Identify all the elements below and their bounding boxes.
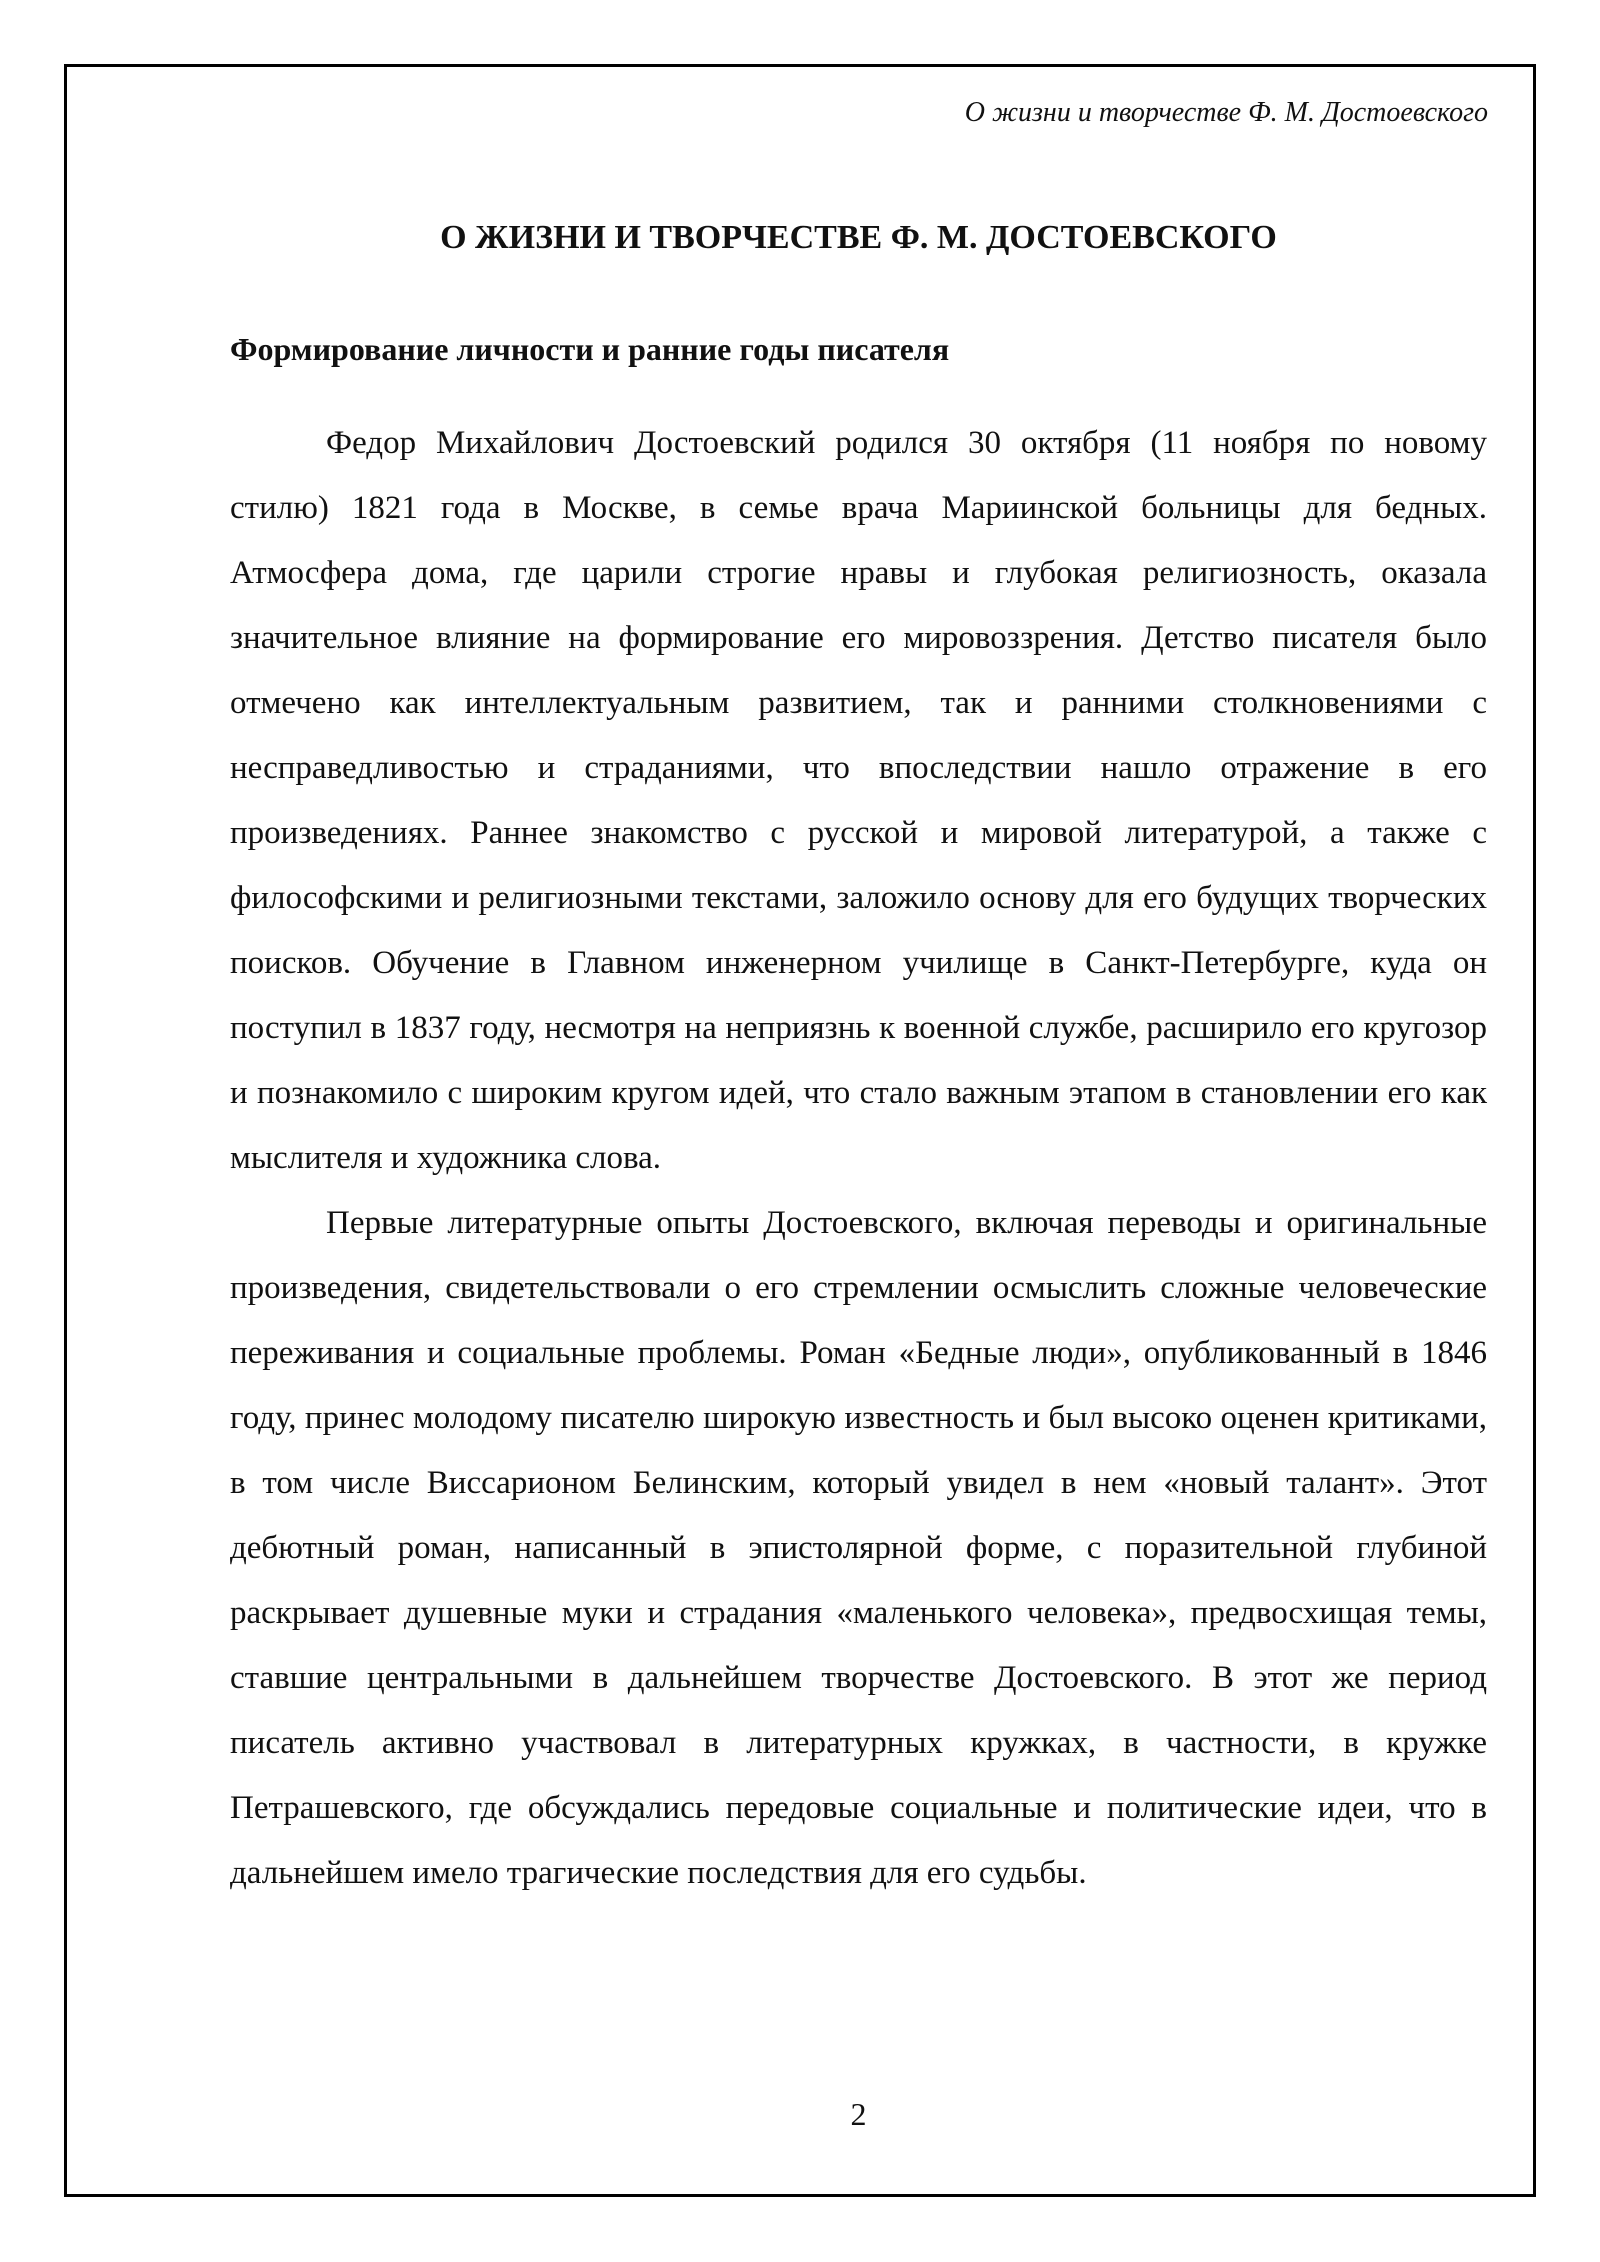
paragraph: Первые литературные опыты Достоевского, включая переводы и оригинальные произведения, свидетельствовали о его стремлении осмыслить сложные человеческие переживания и социальные проблемы. Роман «Бедные люди», опубликованный в 1846 году, принес молодому писателю широкую известность и был высоко оценен критиками, в том числе Виссарионом Белинским, который увидел в нем «новый талант». Этот дебютный роман, написанный в эпистолярной форме, с поразительной глубиной раскрывает душевные муки и страдания «маленького человека», предвосхищая темы, ставшие центральными в дальнейшем творчестве Достоевского. В этот же период писатель активно участвовал в литературных кружках, в частности, в кружке Петрашевского, где обсуждались передовые социальные и политические идеи, что в дальнейшем имело трагические последствия для его судьбы.	[230, 1204, 1487, 1891]
page-number: 2	[850, 2096, 867, 2132]
section-heading: Формирование личности и ранние годы писателя	[230, 331, 950, 367]
body-text	[230, 411, 1487, 1906]
running-header: О жизни и творчестве Ф. М. Достоевского	[964, 97, 1488, 128]
paragraph: Федор Михайлович Достоевский родился 30 октября (11 ноября по новому стилю) 1821 года в Москве, в семье врача Мариинской больницы для бедных. Атмосфера дома, где царили строгие нравы и глубокая религиозность, оказала значительное влияние на формирование его мировоззрения. Детство писателя было отмечено как интеллектуальным развитием, так и ранними столкновениями с несправедливостью и страданиями, что впоследствии нашло отражение в его произведениях. Раннее знакомство с русской и мировой литературой, а также с философскими и религиозными текстами, заложило основу для его будущих творческих поисков. Обучение в Главном инженерном училище в Санкт-Петербурге, куда он поступил в 1837 году, несмотря на неприязнь к военной службе, расширило его кругозор и познакомило с широким кругом идей, что стало важным этапом в становлении его как мыслителя и художника слова.	[230, 424, 1487, 1176]
document-title: О ЖИЗНИ И ТВОРЧЕСТВЕ Ф. М. ДОСТОЕВСКОГО	[440, 219, 1277, 256]
